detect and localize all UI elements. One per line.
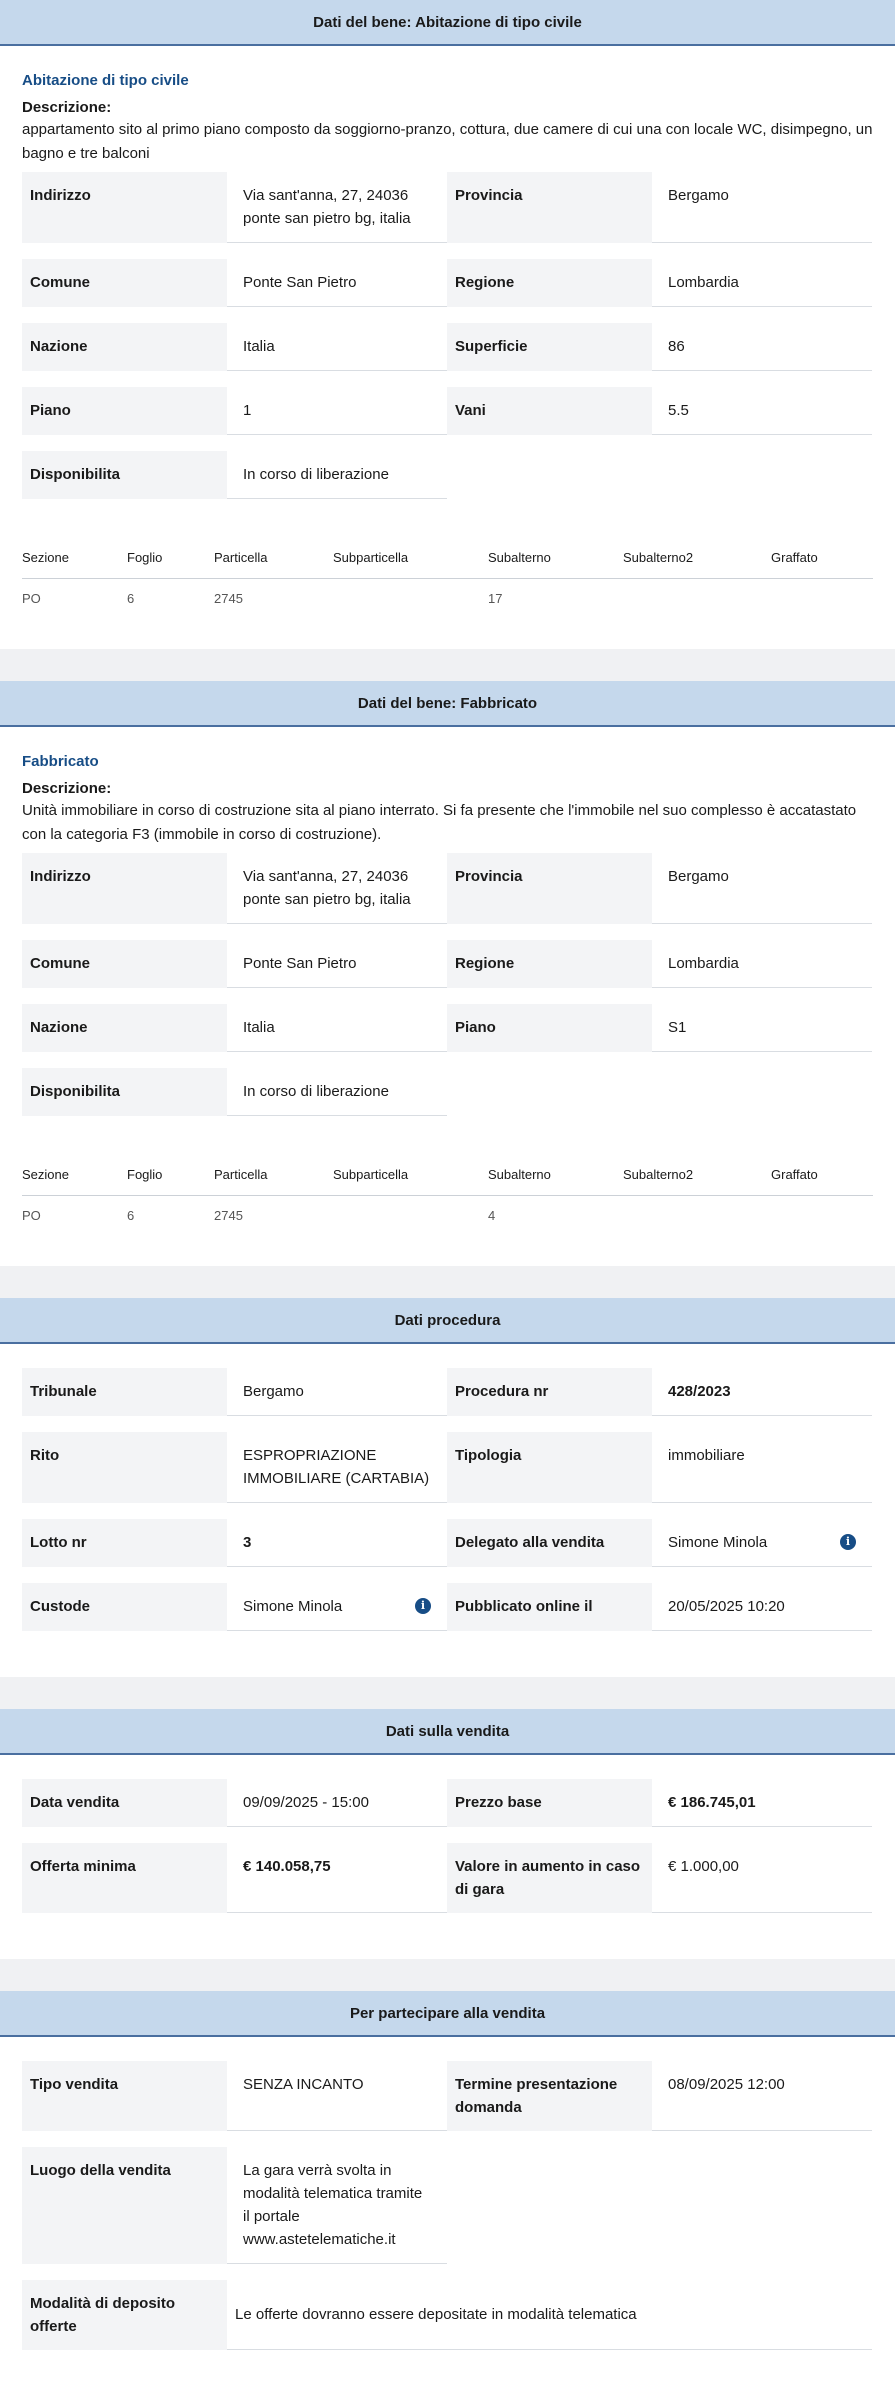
field-value (652, 172, 872, 243)
field-label: Termine presentazione domanda (447, 2061, 652, 2131)
procedura-details (22, 1368, 873, 1647)
data-vendita-value: 09/09/2025 - 15:00 (243, 1794, 369, 1811)
field-label: Valore in aumento in caso di gara (447, 1843, 652, 1913)
modalita-row (22, 2280, 873, 2366)
vendita-details (22, 1779, 873, 1929)
field-label: Vani (447, 387, 652, 435)
field-value (227, 1004, 447, 1052)
field-value (227, 1068, 447, 1116)
vani-value: 5.5 (668, 402, 689, 419)
aumento-value: € 1.000,00 (668, 1858, 739, 1875)
field-label: Data vendita (22, 1779, 227, 1827)
field-label: Regione (447, 259, 652, 307)
pubblicato-value: 20/05/2025 10:20 (668, 1598, 785, 1615)
address-value: Via sant'anna, 27, 24036 ponte san pietro bg, italia (243, 187, 411, 227)
section-header: Dati del bene: Abitazione di tipo civile (0, 0, 895, 46)
field-value (652, 1368, 872, 1416)
field-value (652, 1843, 872, 1913)
field-value (652, 1519, 872, 1567)
cell-graffato (771, 1196, 871, 1236)
cell-graffato (771, 579, 871, 619)
piano-value: S1 (668, 1019, 687, 1036)
cell-subparticella (333, 1196, 488, 1236)
info-icon[interactable]: i (840, 1534, 856, 1550)
field-value (652, 1779, 872, 1827)
field-value (227, 853, 447, 924)
termine-value: 08/09/2025 12:00 (668, 2076, 785, 2093)
field-value (227, 323, 447, 371)
description-label: Descrizione: (22, 780, 112, 797)
field-label: Tipo vendita (22, 2061, 227, 2131)
disponibilita-value: In corso di liberazione (243, 1083, 389, 1100)
field-value (227, 387, 447, 435)
field-label: Piano (447, 1004, 652, 1052)
field-label: Superficie (447, 323, 652, 371)
field-label: Indirizzo (22, 172, 227, 243)
field-label: Nazione (22, 323, 227, 371)
col-subalterno2: Subalterno2 (623, 1167, 694, 1182)
field-label: Delegato alla vendita (447, 1519, 652, 1567)
field-label: Tipologia (447, 1432, 652, 1503)
custode-value: Simone Minola (243, 1598, 343, 1615)
field-value (227, 2147, 447, 2264)
catasto-table (22, 1154, 873, 1236)
field-label: Modalità di deposito offerte (22, 2280, 227, 2350)
field-label: Regione (447, 940, 652, 988)
provincia-value: Bergamo (668, 868, 729, 885)
field-label: Indirizzo (22, 853, 227, 924)
field-value (652, 853, 872, 924)
field-value (227, 1432, 447, 1503)
vendita-card (0, 1709, 895, 1959)
catasto-header-row (22, 537, 873, 579)
description-label: Descrizione: (22, 99, 112, 116)
field-value (652, 1432, 872, 1503)
col-graffato: Graffato (771, 1167, 818, 1182)
field-label: Nazione (22, 1004, 227, 1052)
section-header: Dati del bene: Fabbricato (0, 681, 895, 727)
bene-card-abitazione (0, 0, 895, 649)
field-value (652, 387, 872, 435)
delegato-value: Simone Minola (668, 1534, 768, 1551)
section-header: Dati procedura (0, 1298, 895, 1344)
field-value (227, 1519, 447, 1567)
col-graffato: Graffato (771, 550, 818, 565)
cell-particella: 2745 (214, 591, 243, 606)
col-particella: Particella (214, 550, 268, 565)
nazione-value: Italia (243, 338, 275, 355)
field-label: Pubblicato online il (447, 1583, 652, 1631)
field-label: Rito (22, 1432, 227, 1503)
catasto-header-row (22, 1154, 873, 1196)
field-label: Custode (22, 1583, 227, 1631)
field-label: Luogo della vendita (22, 2147, 227, 2264)
field-label: Comune (22, 259, 227, 307)
field-label: Provincia (447, 172, 652, 243)
cell-subalterno2 (623, 1196, 771, 1236)
catasto-table (22, 537, 873, 619)
field-value (227, 1779, 447, 1827)
field-label: Offerta minima (22, 1843, 227, 1913)
piano-value: 1 (243, 402, 252, 419)
field-value (227, 451, 447, 499)
field-value (227, 1583, 447, 1631)
field-value (227, 1843, 447, 1913)
superficie-value: 86 (668, 338, 685, 355)
nazione-value: Italia (243, 1019, 275, 1036)
field-label: Provincia (447, 853, 652, 924)
cell-foglio: 6 (127, 1208, 135, 1223)
field-value (652, 259, 872, 307)
address-value: Via sant'anna, 27, 24036 ponte san pietro bg, italia (243, 868, 411, 908)
tribunale-value: Bergamo (243, 1383, 304, 1400)
cell-foglio: 6 (127, 591, 135, 606)
field-label: Lotto nr (22, 1519, 227, 1567)
table-row (22, 579, 873, 619)
field-value (227, 259, 447, 307)
field-value (227, 940, 447, 988)
tipo-vendita-value: SENZA INCANTO (243, 2076, 364, 2093)
field-value (227, 172, 447, 243)
table-row (22, 1196, 873, 1236)
partecipa-card (0, 1991, 895, 2396)
regione-value: Lombardia (668, 955, 739, 972)
bene-title: Abitazione di tipo civile (22, 72, 189, 89)
section-header: Per partecipare alla vendita (0, 1991, 895, 2037)
procedura-value: 428/2023 (668, 1383, 731, 1400)
offerta-minima-value: € 140.058,75 (243, 1858, 331, 1875)
partecipa-details (22, 2061, 873, 2280)
rito-value: ESPROPRIAZIONE IMMOBILIARE (CARTABIA) (243, 1447, 430, 1487)
procedura-card (0, 1298, 895, 1677)
field-label: Procedura nr (447, 1368, 652, 1416)
disponibilita-value: In corso di liberazione (243, 466, 389, 483)
col-particella: Particella (214, 1167, 268, 1182)
col-sezione: Sezione (22, 550, 69, 565)
cell-particella: 2745 (214, 1208, 243, 1223)
provincia-value: Bergamo (668, 187, 729, 204)
description-text: Unità immobiliare in corso di costruzione sita al piano interrato. Si fa presente che l'immobile nel suo complesso è accatastato con la categoria F3 (immobile in corso di costruzione). (22, 802, 857, 843)
comune-value: Ponte San Pietro (243, 955, 357, 972)
col-subparticella: Subparticella (333, 1167, 409, 1182)
info-icon[interactable]: i (415, 1598, 431, 1614)
cell-sezione: PO (22, 591, 41, 606)
col-foglio: Foglio (127, 1167, 163, 1182)
section-header: Dati sulla vendita (0, 1709, 895, 1755)
field-label: Prezzo base (447, 1779, 652, 1827)
modalita-value: Le offerte dovranno essere depositate in modalità telematica (227, 2280, 872, 2350)
col-subalterno: Subalterno (488, 550, 551, 565)
field-value (652, 323, 872, 371)
comune-value: Ponte San Pietro (243, 274, 357, 291)
cell-subparticella (333, 579, 488, 619)
cell-subalterno2 (623, 579, 771, 619)
field-value (227, 1368, 447, 1416)
col-subalterno: Subalterno (488, 1167, 551, 1182)
property-details (22, 172, 873, 515)
field-label: Tribunale (22, 1368, 227, 1416)
field-label: Comune (22, 940, 227, 988)
tipologia-value: immobiliare (668, 1447, 745, 1464)
col-foglio: Foglio (127, 550, 163, 565)
field-label: Piano (22, 387, 227, 435)
regione-value: Lombardia (668, 274, 739, 291)
property-details (22, 853, 873, 1132)
col-subalterno2: Subalterno2 (623, 550, 694, 565)
cell-subalterno: 17 (488, 591, 503, 606)
bene-card-fabbricato (0, 681, 895, 1266)
field-value (652, 2061, 872, 2131)
lotto-value: 3 (243, 1534, 252, 1551)
cell-sezione: PO (22, 1208, 41, 1223)
cell-subalterno: 4 (488, 1208, 496, 1223)
field-value (652, 1004, 872, 1052)
bene-title: Fabbricato (22, 753, 99, 770)
col-subparticella: Subparticella (333, 550, 409, 565)
prezzo-base-value: € 186.745,01 (668, 1794, 756, 1811)
field-value (227, 2061, 447, 2131)
luogo-value: La gara verrà svolta in modalità telematica tramite il portale www.astetelematiche.it (243, 2162, 423, 2248)
col-sezione: Sezione (22, 1167, 69, 1182)
description-text: appartamento sito al primo piano composto da soggiorno-pranzo, cottura, due camere di cui una con locale WC, disimpegno, un bagno e tre balconi (22, 121, 873, 162)
field-value (652, 940, 872, 988)
field-value (652, 1583, 872, 1631)
field-label: Disponibilita (22, 1068, 227, 1116)
field-label: Disponibilita (22, 451, 227, 499)
